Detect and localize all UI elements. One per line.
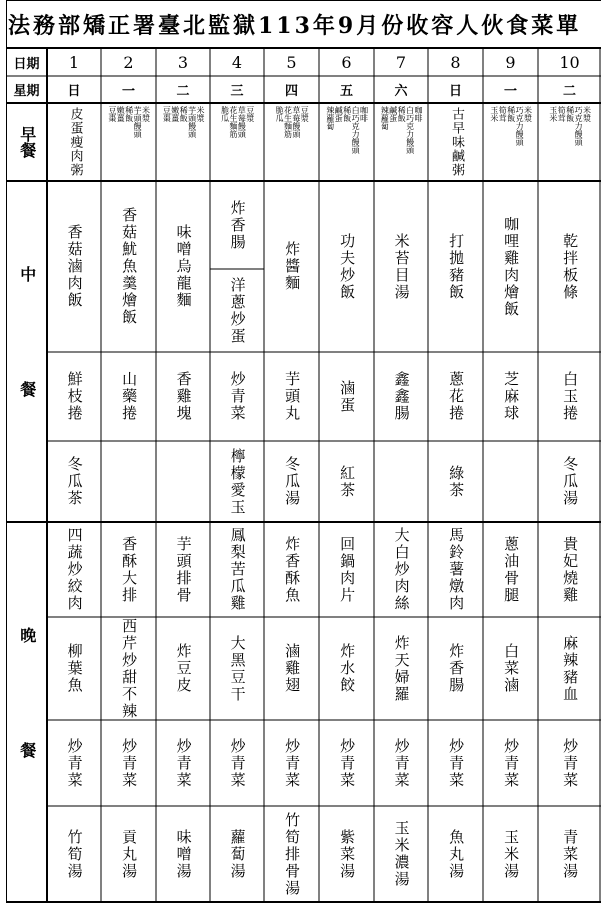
weekday-cell-text: 三	[230, 84, 244, 99]
breakfast-cell-text: 咖啡 白巧克力饅頭 稀飯 鹹蛋 辣蘿蔔	[325, 106, 369, 154]
lunch-drink-cell	[101, 441, 156, 522]
lunch-label-text: 中 餐	[17, 266, 37, 437]
lunch-main-cell	[47, 181, 101, 352]
dinner-label-text: 晚 餐	[17, 626, 37, 798]
breakfast-cell-text: 豆漿 草莓饅頭 花生麵筋 脆瓜	[220, 106, 255, 138]
dinner-soup-cell	[483, 806, 538, 902]
dinner-veg-cell	[428, 720, 483, 806]
lunch-side-cell-text: 香雞塊	[174, 371, 193, 422]
dinner-veg-cell-text: 炒青菜	[65, 737, 84, 789]
lunch-main-cell-text: 功夫炒飯	[338, 232, 357, 301]
breakfast-cell-text: 米漿 巧克力饅頭 稀飯 筍茸 玉米	[489, 106, 533, 146]
weekday-cell-text: 一	[121, 84, 135, 99]
lunch-main-cell-text: 味噌烏龍麵	[174, 224, 193, 309]
dinner-side-cell	[47, 617, 101, 720]
dinner-side-cell-text: 西芹炒甜不辣	[120, 617, 139, 720]
dinner-soup-cell	[374, 806, 428, 902]
dinner-soup-cell-text: 玉米濃湯	[392, 820, 411, 888]
lunch-main-cell	[264, 181, 319, 352]
dinner-side-cell-text: 炸天婦羅	[392, 634, 411, 703]
lunch-side-cell-text: 蔥花捲	[447, 371, 466, 422]
dinner-soup-cell	[264, 806, 319, 902]
lunch-drink-cell-text: 冬瓜湯	[561, 456, 580, 507]
date-cell-text: 6	[341, 52, 352, 72]
dinner-veg-cell	[101, 720, 156, 806]
dinner-side-cell	[264, 617, 319, 720]
dinner-main-cell-text: 貴妃燒雞	[561, 535, 580, 604]
weekday-cell-text: 六	[394, 84, 408, 99]
breakfast-label	[6, 103, 47, 181]
lunch-main-extra-cell	[210, 269, 264, 352]
breakfast-cell	[264, 103, 319, 181]
lunch-drink-cell-text: 紅茶	[338, 464, 357, 499]
dinner-veg-cell-text: 炒青菜	[283, 737, 302, 789]
breakfast-cell	[319, 103, 374, 181]
date-cell-text: 8	[450, 52, 461, 72]
lunch-main-cell	[319, 181, 374, 352]
dinner-side-cell-text: 滷雞翅	[283, 643, 302, 694]
date-cell-text: 2	[123, 52, 134, 72]
lunch-main-cell-text: 香菇魷魚羹燴飯	[120, 207, 139, 326]
date-cell	[319, 48, 374, 76]
dinner-side-cell-text: 大黑豆干	[228, 634, 247, 703]
dinner-soup-cell-text: 竹筍排骨湯	[283, 811, 302, 897]
lunch-main-cell-text: 香菇滷肉飯	[65, 224, 84, 309]
dinner-side-cell	[538, 617, 601, 720]
dinner-soup-cell	[47, 806, 101, 902]
date-cell-text: 4	[231, 52, 243, 72]
dinner-main-cell-text: 四蔬炒絞肉	[65, 527, 84, 612]
date-cell	[374, 48, 428, 76]
lunch-side-cell	[374, 352, 428, 441]
date-cell-text: 10	[559, 52, 580, 72]
dinner-soup-cell	[210, 806, 264, 902]
lunch-drink-cell	[210, 441, 264, 522]
dinner-main-cell	[47, 522, 101, 617]
dinner-veg-cell-text: 炒青菜	[120, 737, 139, 789]
lunch-side-cell	[538, 352, 601, 441]
dinner-main-cell	[374, 522, 428, 617]
dinner-label	[6, 522, 47, 902]
breakfast-cell	[101, 103, 156, 181]
dinner-veg-cell	[210, 720, 264, 806]
weekday-cell	[374, 76, 428, 103]
weekday-cell	[483, 76, 538, 103]
lunch-side-cell-text: 鑫鑫腸	[392, 371, 411, 422]
lunch-drink-cell	[483, 441, 538, 522]
weekday-cell	[101, 76, 156, 103]
dinner-main-cell	[156, 522, 210, 617]
lunch-main-cell-text: 乾拌板條	[561, 232, 580, 301]
lunch-side-cell	[483, 352, 538, 441]
weekday-cell	[428, 76, 483, 103]
weekday-cell-text: 五	[339, 84, 353, 99]
lunch-main-cell-text: 打拋豬飯	[447, 232, 466, 301]
dinner-side-cell-text: 炸水餃	[338, 643, 357, 694]
dinner-veg-cell-text: 炒青菜	[228, 737, 247, 789]
dinner-veg-cell	[538, 720, 601, 806]
date-label-text: 日期	[13, 56, 40, 72]
weekday-cell-text: 四	[284, 84, 298, 99]
date-cell-text: 1	[68, 52, 80, 72]
dinner-soup-cell-text: 玉米湯	[502, 828, 521, 880]
breakfast-cell	[538, 103, 601, 181]
lunch-drink-cell-text: 綠茶	[447, 464, 466, 499]
lunch-main-cell	[538, 181, 601, 352]
weekday-cell	[264, 76, 319, 103]
weekday-cell	[156, 76, 210, 103]
weekday-cell	[319, 76, 374, 103]
dinner-side-cell-text: 柳葉魚	[65, 643, 84, 694]
lunch-side-cell-text: 山藥捲	[120, 371, 139, 422]
lunch-drink-cell	[264, 441, 319, 522]
date-cell-text: 5	[286, 52, 297, 72]
breakfast-cell	[210, 103, 264, 181]
dinner-veg-cell-text: 炒青菜	[392, 737, 411, 789]
dinner-veg-cell	[483, 720, 538, 806]
lunch-main-cell	[374, 181, 428, 352]
dinner-soup-cell-text: 味噌湯	[174, 828, 193, 880]
dinner-soup-cell	[538, 806, 601, 902]
weekday-label-text: 星期	[13, 84, 40, 99]
date-cell	[428, 48, 483, 76]
dinner-side-cell	[374, 617, 428, 720]
breakfast-cell	[47, 103, 101, 181]
date-cell-text: 9	[505, 52, 516, 72]
dinner-main-cell-text: 大白炒肉絲	[392, 527, 411, 612]
dinner-veg-cell-text: 炒青菜	[561, 737, 580, 789]
lunch-side-cell	[264, 352, 319, 441]
dinner-main-cell	[319, 522, 374, 617]
dinner-main-cell-text: 炸香酥魚	[283, 535, 302, 604]
dinner-side-cell	[210, 617, 264, 720]
page-title: 法務部矯正署臺北監獄113年9月份收容人伙食菜單	[8, 13, 582, 39]
breakfast-cell-text: 古早味鹹粥	[448, 107, 464, 177]
dinner-veg-cell	[264, 720, 319, 806]
dinner-main-cell	[483, 522, 538, 617]
dinner-side-cell	[156, 617, 210, 720]
dinner-main-cell	[101, 522, 156, 617]
lunch-side-cell-text: 芝麻球	[502, 371, 521, 422]
lunch-main-cell	[210, 181, 264, 269]
lunch-side-cell-text: 芋頭丸	[283, 371, 302, 422]
dinner-veg-cell-text: 炒青菜	[502, 737, 521, 789]
dinner-veg-cell-text: 炒青菜	[338, 737, 357, 789]
date-cell	[47, 48, 101, 76]
date-label	[6, 48, 47, 76]
dinner-main-cell-text: 馬鈴薯燉肉	[447, 527, 466, 612]
breakfast-cell-text: 皮蛋瘦肉粥	[67, 107, 83, 177]
dinner-side-cell-text: 白菜滷	[502, 643, 521, 694]
dinner-veg-cell	[374, 720, 428, 806]
lunch-drink-cell-text: 冬瓜茶	[65, 456, 84, 507]
dinner-soup-cell-text: 青菜湯	[561, 828, 580, 880]
dinner-veg-cell	[47, 720, 101, 806]
dinner-main-cell	[264, 522, 319, 617]
weekday-cell	[210, 76, 264, 103]
lunch-side-cell	[428, 352, 483, 441]
dinner-veg-cell	[156, 720, 210, 806]
dinner-soup-cell-text: 蘿蔔湯	[228, 828, 247, 880]
date-cell	[483, 48, 538, 76]
lunch-drink-cell	[319, 441, 374, 522]
lunch-side-cell-text: 白玉捲	[561, 371, 580, 422]
lunch-drink-cell	[47, 441, 101, 522]
lunch-main-cell-text: 炸醬麵	[283, 241, 302, 292]
dinner-side-cell	[319, 617, 374, 720]
weekday-cell-text: 二	[176, 84, 190, 99]
breakfast-cell-text: 米漿 芋頭饅頭 稀飯 嫩薑 豆棗	[162, 106, 205, 138]
dinner-veg-cell	[319, 720, 374, 806]
lunch-drink-cell	[538, 441, 601, 522]
lunch-drink-cell-text: 冬瓜湯	[283, 456, 302, 507]
lunch-side-cell	[47, 352, 101, 441]
lunch-main-extra-cell-text: 洋蔥炒蛋	[228, 276, 247, 345]
date-cell-text: 7	[395, 52, 407, 72]
dinner-soup-cell-text: 魚丸湯	[447, 828, 466, 880]
weekday-cell-text: 一	[503, 84, 517, 99]
lunch-side-cell	[319, 352, 374, 441]
date-cell-text: 3	[177, 52, 189, 72]
breakfast-cell	[483, 103, 538, 181]
weekday-cell-text: 日	[448, 84, 462, 99]
dinner-soup-cell-text: 紫菜湯	[338, 828, 357, 880]
breakfast-cell	[156, 103, 210, 181]
dinner-side-cell-text: 炸香腸	[447, 643, 466, 694]
lunch-side-cell	[210, 352, 264, 441]
dinner-side-cell-text: 麻辣豬血	[561, 634, 580, 703]
lunch-drink-cell-text: 檸檬愛玉	[228, 447, 247, 516]
dinner-veg-cell-text: 炒青菜	[447, 737, 466, 789]
lunch-label	[6, 181, 47, 522]
dinner-side-cell	[428, 617, 483, 720]
breakfast-cell-text: 米漿 芋頭饅頭 稀飯 嫩薑 豆棗	[107, 106, 151, 138]
dinner-veg-cell-text: 炒青菜	[174, 737, 193, 789]
dinner-side-cell-text: 炸豆皮	[174, 643, 193, 694]
dinner-main-cell	[428, 522, 483, 617]
dinner-soup-cell	[101, 806, 156, 902]
breakfast-label-text: 早餐	[17, 126, 37, 158]
date-cell	[538, 48, 601, 76]
dinner-main-cell-text: 芋頭排骨	[174, 535, 193, 604]
date-cell	[101, 48, 156, 76]
dinner-main-cell-text: 回鍋肉片	[338, 535, 357, 604]
lunch-drink-cell	[374, 441, 428, 522]
date-cell	[156, 48, 210, 76]
lunch-side-cell	[101, 352, 156, 441]
dinner-main-cell	[538, 522, 601, 617]
lunch-main-cell-text: 炸香腸	[228, 199, 247, 251]
dinner-main-cell-text: 蔥油骨腿	[502, 535, 521, 604]
lunch-side-cell-text: 鮮枝捲	[65, 371, 84, 422]
dinner-main-cell	[210, 522, 264, 617]
dinner-side-cell	[483, 617, 538, 720]
weekday-label	[6, 76, 47, 103]
lunch-main-cell	[483, 181, 538, 352]
weekday-cell	[538, 76, 601, 103]
lunch-main-cell	[101, 181, 156, 352]
dinner-main-cell-text: 鳳梨苦瓜雞	[228, 527, 247, 612]
dinner-soup-cell-text: 貢丸湯	[120, 828, 139, 880]
dinner-soup-cell	[428, 806, 483, 902]
lunch-drink-cell	[428, 441, 483, 522]
dinner-soup-cell	[156, 806, 210, 902]
breakfast-cell	[428, 103, 483, 181]
weekday-cell	[47, 76, 101, 103]
lunch-side-cell	[156, 352, 210, 441]
weekday-cell-text: 二	[562, 84, 576, 99]
dinner-main-cell-text: 香酥大排	[120, 535, 139, 604]
dinner-side-cell	[101, 617, 156, 720]
lunch-main-cell-text: 咖哩雞肉燴飯	[502, 215, 521, 318]
lunch-main-cell	[428, 181, 483, 352]
lunch-main-cell-text: 米苔目湯	[392, 232, 411, 301]
breakfast-cell-text: 咖啡 白巧克力饅頭 稀飯 鹹蛋 辣蘿蔔	[380, 106, 423, 154]
breakfast-cell-text: 豆漿 草莓饅頭 花生麵筋 脆瓜	[275, 106, 310, 138]
date-cell	[264, 48, 319, 76]
lunch-side-cell-text: 滷蛋	[338, 379, 357, 414]
dinner-soup-cell	[319, 806, 374, 902]
dinner-soup-cell-text: 竹筍湯	[65, 828, 84, 880]
date-cell	[210, 48, 264, 76]
lunch-drink-cell	[156, 441, 210, 522]
lunch-main-cell	[156, 181, 210, 352]
breakfast-cell	[374, 103, 428, 181]
weekday-cell-text: 日	[67, 84, 81, 99]
breakfast-cell-text: 米漿 巧克力饅頭 稀飯 筍茸 玉米	[548, 106, 592, 146]
lunch-side-cell-text: 炒青菜	[228, 371, 247, 422]
